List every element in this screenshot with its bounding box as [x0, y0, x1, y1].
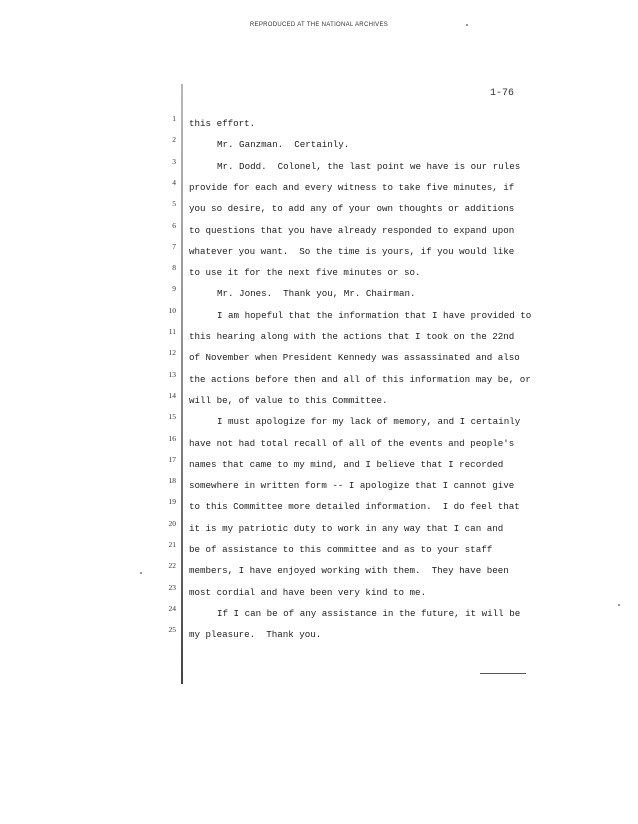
line-number: 16 — [168, 433, 176, 443]
bottom-rule — [480, 673, 526, 674]
transcript-line: have not had total recall of all of the events and people's — [189, 437, 515, 449]
transcript-line: be of assistance to this committee and as to your staff — [189, 544, 493, 555]
transcript-line: most cordial and have been very kind to me. — [189, 586, 427, 598]
line-number: 2 — [172, 135, 176, 145]
transcript-line: Mr. Ganzman. Certainly. — [217, 139, 350, 151]
line-number: 15 — [168, 412, 176, 422]
transcript-line: If I can be of any assistance in the future, it will be — [217, 607, 521, 619]
line-number: 12 — [168, 348, 176, 358]
line-number: 19 — [168, 497, 176, 507]
transcript-line: I am hopeful that the information that I have provided to — [217, 309, 532, 321]
transcript-line: Mr. Jones. Thank you, Mr. Chairman. — [217, 288, 416, 300]
transcript-line: Mr. Dodd. Colonel, the last point we have is our rules — [217, 160, 521, 172]
archive-header: REPRODUCED AT THE NATIONAL ARCHIVES — [249, 22, 389, 28]
transcript-line: to use it for the next five minutes or so. — [189, 267, 421, 279]
line-number: 8 — [172, 263, 176, 273]
line-number: 24 — [168, 603, 176, 613]
transcript-line: to questions that you have already responded to expand upon — [189, 224, 515, 236]
line-number: 7 — [172, 241, 176, 251]
transcript-line: you so desire, to add any of your own thoughts or additions — [189, 203, 515, 215]
transcript-line: my pleasure. Thank you. — [189, 629, 322, 641]
scan-speck — [466, 24, 468, 26]
line-number: 20 — [168, 518, 176, 528]
transcript-line: somewhere in written form -- I apologize that I cannot give — [189, 480, 515, 492]
line-number: 23 — [168, 582, 176, 592]
scan-speck — [140, 572, 142, 574]
line-number: 6 — [172, 220, 176, 230]
line-number: 9 — [172, 284, 176, 294]
line-number: 14 — [168, 390, 176, 400]
transcript-line: will be, of value to this Committee. — [189, 394, 388, 406]
scan-speck — [618, 604, 620, 606]
line-number: 11 — [168, 327, 176, 336]
line-number: 4 — [172, 177, 176, 187]
line-number: 13 — [168, 369, 176, 379]
line-number: 22 — [168, 561, 176, 571]
transcript-line: I must apologize for my lack of memory, and I certainly — [217, 416, 521, 428]
transcript-line: names that came to my mind, and I believe that I recorded — [189, 458, 504, 470]
margin-rule — [181, 84, 183, 684]
line-number: 25 — [168, 625, 176, 635]
transcript-line: members, I have enjoyed working with them. They have been — [189, 565, 509, 577]
line-number: 1 — [172, 114, 176, 123]
line-number: 10 — [168, 305, 176, 315]
line-number: 18 — [168, 476, 176, 486]
page-number: 1-76 — [490, 88, 515, 99]
transcript-line: it is my patriotic duty to work in any way that I can and — [189, 522, 504, 534]
line-number: 5 — [172, 199, 176, 209]
transcript-line: this effort. — [189, 118, 256, 129]
transcript-line: of November when President Kennedy was assassinated and also — [189, 352, 520, 364]
line-number: 21 — [168, 540, 176, 549]
transcript-line: provide for each and every witness to take five minutes, if — [189, 181, 515, 193]
transcript-line: whatever you want. So the time is yours, if you would like — [189, 245, 515, 257]
line-number: 3 — [172, 156, 176, 166]
line-number: 17 — [168, 454, 176, 464]
transcript-line: the actions before then and all of this information may be, or — [189, 373, 531, 385]
transcript-line: this hearing along with the actions that I took on the 22nd — [189, 331, 515, 342]
transcript-line: to this Committee more detailed information. I do feel that — [189, 501, 520, 513]
